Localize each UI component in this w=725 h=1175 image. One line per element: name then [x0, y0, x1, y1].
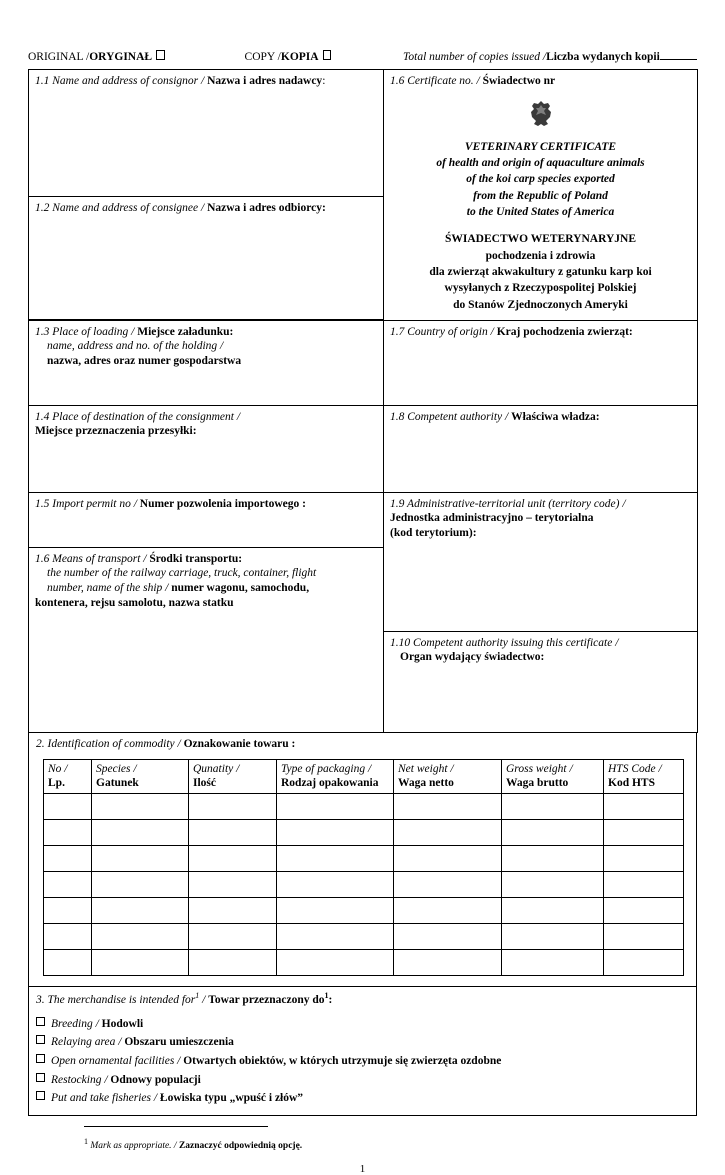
cell-quantity[interactable] — [189, 949, 277, 975]
cert-pl-line-2: pochodzenia i zdrowia — [485, 249, 596, 262]
section-3-title-pl: Towar przeznaczony do — [208, 993, 325, 1006]
cell-gross-weight[interactable] — [502, 819, 604, 845]
col-header-hts-code — [604, 759, 684, 793]
cell-packaging[interactable] — [277, 819, 394, 845]
cell-packaging[interactable] — [277, 871, 394, 897]
cell-packaging[interactable] — [277, 897, 394, 923]
box-1-1-label-en: 1.1 Name and address of consignor / — [35, 75, 208, 87]
option-open-ornamental[interactable] — [36, 1052, 689, 1071]
section-3-title-pl-sup: 1 — [324, 990, 329, 1000]
cell-packaging[interactable] — [277, 793, 394, 819]
cell-hts-code[interactable] — [604, 923, 684, 949]
box-1-6-label-pl: Świadectwo nr — [482, 75, 556, 87]
cell-net-weight[interactable] — [394, 819, 502, 845]
commodity-header-row — [44, 759, 684, 793]
box-1-2-label-en: 1.2 Name and address of consignee / — [35, 202, 208, 214]
cell-species[interactable] — [92, 949, 189, 975]
col-header-net-weight — [394, 759, 502, 793]
cell-gross-weight[interactable] — [502, 923, 604, 949]
box-1-10-label-pl: Organ wydający świadectwo: — [400, 651, 545, 664]
cell-net-weight[interactable] — [394, 897, 502, 923]
section-3-title-colon: : — [328, 993, 333, 1006]
box-1-6t-sub-1: the number of the railway carriage, truck, container, flight — [47, 567, 317, 580]
cell-no[interactable] — [44, 819, 92, 845]
cert-pl-line-1: ŚWIADECTWO WETERYNARYJNE — [445, 233, 636, 246]
cell-net-weight[interactable] — [394, 949, 502, 975]
commodity-rows — [44, 793, 684, 975]
cell-hts-code[interactable] — [604, 845, 684, 871]
box-1-2-consignee[interactable] — [29, 197, 384, 320]
box-1-6t-label-pl: Środki transportu: — [149, 552, 243, 565]
cell-no[interactable] — [44, 949, 92, 975]
certificate-title-block — [390, 89, 691, 313]
col-header-no-en: No / — [48, 762, 68, 775]
cell-net-weight[interactable] — [394, 871, 502, 897]
box-1-1-consignor[interactable] — [29, 70, 384, 197]
box-1-6-means-of-transport[interactable] — [29, 547, 384, 732]
box-1-4-label-en: 1.4 Place of destination of the consignment / — [35, 410, 241, 423]
cell-net-weight[interactable] — [394, 845, 502, 871]
cert-pl-line-4: wysyłanych z Rzeczypospolitej Polskiej — [444, 282, 637, 295]
page-number: 1 — [359, 1163, 366, 1175]
option-breeding[interactable] — [36, 1015, 689, 1034]
cell-hts-code[interactable] — [604, 793, 684, 819]
box-1-4-label-pl: Miejsce przeznaczenia przesyłki: — [35, 425, 197, 438]
cell-quantity[interactable] — [189, 793, 277, 819]
option-restocking[interactable] — [36, 1071, 689, 1090]
option-open-ornamental-checkbox[interactable] — [36, 1054, 45, 1063]
section-3-title-en: 3. The merchandise is intended for — [36, 993, 196, 1006]
total-copies-input[interactable] — [660, 59, 697, 60]
cert-en-line-3: of the koi carp species exported — [466, 173, 615, 186]
box-1-3-sub-pl: nazwa, adres oraz numer gospodarstwa — [47, 354, 242, 367]
option-restocking-en: Restocking / — [51, 1073, 111, 1086]
copy-checkbox[interactable] — [323, 50, 331, 60]
cell-hts-code[interactable] — [604, 949, 684, 975]
certificate-boxes-table — [28, 69, 698, 321]
box-1-7-label-en: 1.7 Country of origin / — [390, 325, 497, 338]
option-put-and-take-pl: Łowiska typu „wpuść i złów” — [159, 1092, 304, 1105]
box-1-9-label-en: 1.9 Administrative-territorial unit (territory code) / — [390, 497, 626, 510]
cell-quantity[interactable] — [189, 845, 277, 871]
cell-no[interactable] — [44, 793, 92, 819]
box-1-10-issuing-authority[interactable] — [384, 631, 698, 732]
option-relaying-area-en: Relaying area / — [51, 1036, 125, 1049]
box-1-9-administrative-unit[interactable] — [384, 492, 698, 631]
cell-quantity[interactable] — [189, 871, 277, 897]
cert-en-line-1: VETERINARY CERTIFICATE — [464, 140, 617, 153]
section-2-title-pl: Oznakowanie towaru : — [183, 737, 296, 750]
footnote-pl: Zaznaczyć odpowiednią opcję. — [178, 1141, 303, 1152]
box-1-6t-sub-2-en: number, name of the ship / — [47, 581, 172, 594]
box-1-7-country-of-origin[interactable] — [384, 320, 698, 405]
col-header-no — [44, 759, 92, 793]
option-put-and-take[interactable] — [36, 1089, 689, 1108]
option-relaying-area-pl: Obszaru umieszczenia — [124, 1036, 234, 1049]
box-1-3-sub-en: name, address and no. of the holding / — [47, 340, 224, 353]
section-3-container — [28, 986, 697, 1116]
box-1-1-label-pl: Nazwa i adres nadawcy — [207, 75, 323, 87]
table-row[interactable] — [44, 923, 684, 949]
col-header-quantity-en: Qunatity / — [193, 762, 240, 775]
option-restocking-checkbox[interactable] — [36, 1073, 45, 1082]
cell-species[interactable] — [92, 871, 189, 897]
cell-gross-weight[interactable] — [502, 897, 604, 923]
box-1-6-label-en: 1.6 Certificate no. / — [390, 75, 483, 87]
cell-hts-code[interactable] — [604, 819, 684, 845]
copy-type-header — [28, 50, 697, 63]
box-1-5-label-pl: Numer pozwolenia importowego : — [139, 497, 306, 510]
footnote-marker: 1 — [84, 1136, 88, 1146]
footnote — [28, 1137, 697, 1151]
table-row[interactable] — [44, 949, 684, 975]
polish-eagle-emblem-icon — [528, 99, 554, 129]
option-restocking-pl: Odnowy populacji — [110, 1073, 201, 1086]
cert-en-line-4: from the Republic of Poland — [473, 189, 608, 202]
box-1-3-label-en: 1.3 Place of loading / — [35, 325, 138, 338]
cell-species[interactable] — [92, 793, 189, 819]
box-1-3-place-of-loading[interactable] — [29, 320, 384, 405]
col-header-gross-weight-pl: Waga brutto — [506, 777, 569, 790]
option-put-and-take-checkbox[interactable] — [36, 1091, 45, 1100]
cert-en-line-2: of health and origin of aquaculture animals — [436, 157, 645, 170]
cell-gross-weight[interactable] — [502, 845, 604, 871]
section-2-title-en: 2. Identification of commodity / — [36, 737, 184, 750]
box-1-10-label-en: 1.10 Competent authority issuing this certificate / — [390, 636, 619, 649]
box-1-6t-sub-3: kontenera, rejsu samolotu, nazwa statku — [35, 596, 234, 609]
cell-no[interactable] — [44, 845, 92, 871]
box-1-6-certificate-no[interactable] — [384, 70, 698, 321]
box-1-6t-label-en: 1.6 Means of transport / — [35, 552, 150, 565]
option-breeding-en: Breeding / — [51, 1017, 102, 1030]
option-relaying-area-checkbox[interactable] — [36, 1035, 45, 1044]
cell-quantity[interactable] — [189, 897, 277, 923]
col-header-packaging — [277, 759, 394, 793]
col-header-hts-code-en: HTS Code / — [608, 762, 662, 775]
option-relaying-area[interactable] — [36, 1033, 689, 1052]
box-1-5-import-permit[interactable] — [29, 492, 384, 547]
copy-label-bold: KOPIA — [280, 51, 319, 63]
cell-hts-code[interactable] — [604, 871, 684, 897]
col-header-net-weight-en: Net weight / — [398, 762, 454, 775]
section-3-title-en-sup: 1 — [195, 990, 200, 1000]
box-1-8-label-en: 1.8 Competent authority / — [390, 410, 512, 423]
section-2-title — [29, 733, 696, 753]
cell-quantity[interactable] — [189, 923, 277, 949]
col-header-species-pl: Gatunek — [96, 777, 139, 790]
box-1-9-label-pl-1: Jednostka administracyjno – terytorialna — [390, 512, 594, 525]
cell-species[interactable] — [92, 923, 189, 949]
cell-gross-weight[interactable] — [502, 949, 604, 975]
table-row[interactable] — [44, 845, 684, 871]
col-header-packaging-en: Type of packaging / — [281, 762, 372, 775]
table-row[interactable] — [44, 897, 684, 923]
table-row[interactable] — [44, 871, 684, 897]
cell-no[interactable] — [44, 871, 92, 897]
section-2-container — [28, 732, 697, 987]
cell-gross-weight[interactable] — [502, 793, 604, 819]
box-1-8-competent-authority[interactable] — [384, 405, 698, 492]
box-1-9-label-pl-2: (kod terytorium): — [390, 526, 477, 539]
box-1-2-label-pl: Nazwa i adres odbiorcy: — [207, 202, 326, 214]
cert-pl-line-3: dla zwierząt akwakultury z gatunku karp koi — [429, 266, 652, 279]
cell-net-weight[interactable] — [394, 793, 502, 819]
box-1-6t-sub-2-pl: numer wagonu, samochodu, — [171, 581, 310, 594]
cert-pl-line-5: do Stanów Zjednoczonych Ameryki — [453, 298, 628, 311]
cell-quantity[interactable] — [189, 819, 277, 845]
section-3-title-sep: / — [199, 993, 209, 1006]
footnote-en: Mark as appropriate. / — [88, 1141, 179, 1152]
box-1-8-label-pl: Właściwa władza: — [511, 410, 600, 423]
section-2-cell — [29, 732, 697, 986]
cell-no[interactable] — [44, 897, 92, 923]
cell-packaging[interactable] — [277, 923, 394, 949]
col-header-hts-code-pl: Kod HTS — [608, 777, 655, 790]
commodity-table — [43, 759, 684, 976]
cell-species[interactable] — [92, 845, 189, 871]
cell-species[interactable] — [92, 819, 189, 845]
col-header-species-en: Species / — [96, 762, 137, 775]
col-header-gross-weight-en: Gross weight / — [506, 762, 573, 775]
option-breeding-pl: Hodowli — [101, 1017, 144, 1030]
box-1-3-label-pl: Miejsce załadunku: — [137, 325, 234, 338]
total-copies-label-italic: Total number of copies issued / — [403, 51, 547, 63]
col-header-quantity — [189, 759, 277, 793]
option-open-ornamental-en: Open ornamental facilities / — [51, 1055, 184, 1068]
col-header-no-pl: Lp. — [48, 777, 65, 790]
footnote-separator — [84, 1126, 268, 1127]
section-3-options — [29, 1009, 696, 1115]
cell-hts-code[interactable] — [604, 897, 684, 923]
cell-net-weight[interactable] — [394, 923, 502, 949]
col-header-species — [92, 759, 189, 793]
col-header-gross-weight — [502, 759, 604, 793]
cell-gross-weight[interactable] — [502, 871, 604, 897]
cell-packaging[interactable] — [277, 949, 394, 975]
col-header-packaging-pl: Rodzaj opakowania — [281, 777, 379, 790]
option-open-ornamental-pl: Otwartych obiektów, w których utrzymuje się zwierzęta ozdobne — [183, 1055, 502, 1068]
cell-no[interactable] — [44, 923, 92, 949]
box-1-4-place-of-destination[interactable] — [29, 405, 384, 492]
col-header-quantity-pl: Ilość — [193, 777, 216, 790]
col-header-net-weight-pl: Waga netto — [398, 777, 454, 790]
table-row[interactable] — [44, 793, 684, 819]
table-row[interactable] — [44, 819, 684, 845]
original-checkbox[interactable] — [156, 50, 164, 60]
copy-label-italic: COPY / — [244, 51, 281, 63]
box-1-7-label-pl: Kraj pochodzenia zwierząt: — [496, 325, 633, 338]
cell-packaging[interactable] — [277, 845, 394, 871]
original-label-italic: ORIGINAL / — [28, 51, 90, 63]
original-label-bold: ORYGINAŁ — [89, 51, 153, 63]
box-1-5-label-en: 1.5 Import permit no / — [35, 497, 140, 510]
option-breeding-checkbox[interactable] — [36, 1017, 45, 1026]
section-3-title — [29, 987, 696, 1009]
option-put-and-take-en: Put and take fisheries / — [51, 1092, 160, 1105]
total-copies-label-bold: Liczba wydanych kopii — [546, 51, 660, 63]
section-3-cell — [29, 986, 697, 1115]
certificate-boxes-table-lower — [28, 320, 698, 733]
box-1-1-colon: : — [322, 75, 326, 87]
cell-species[interactable] — [92, 897, 189, 923]
cert-en-line-5: to the United States of America — [466, 206, 615, 219]
